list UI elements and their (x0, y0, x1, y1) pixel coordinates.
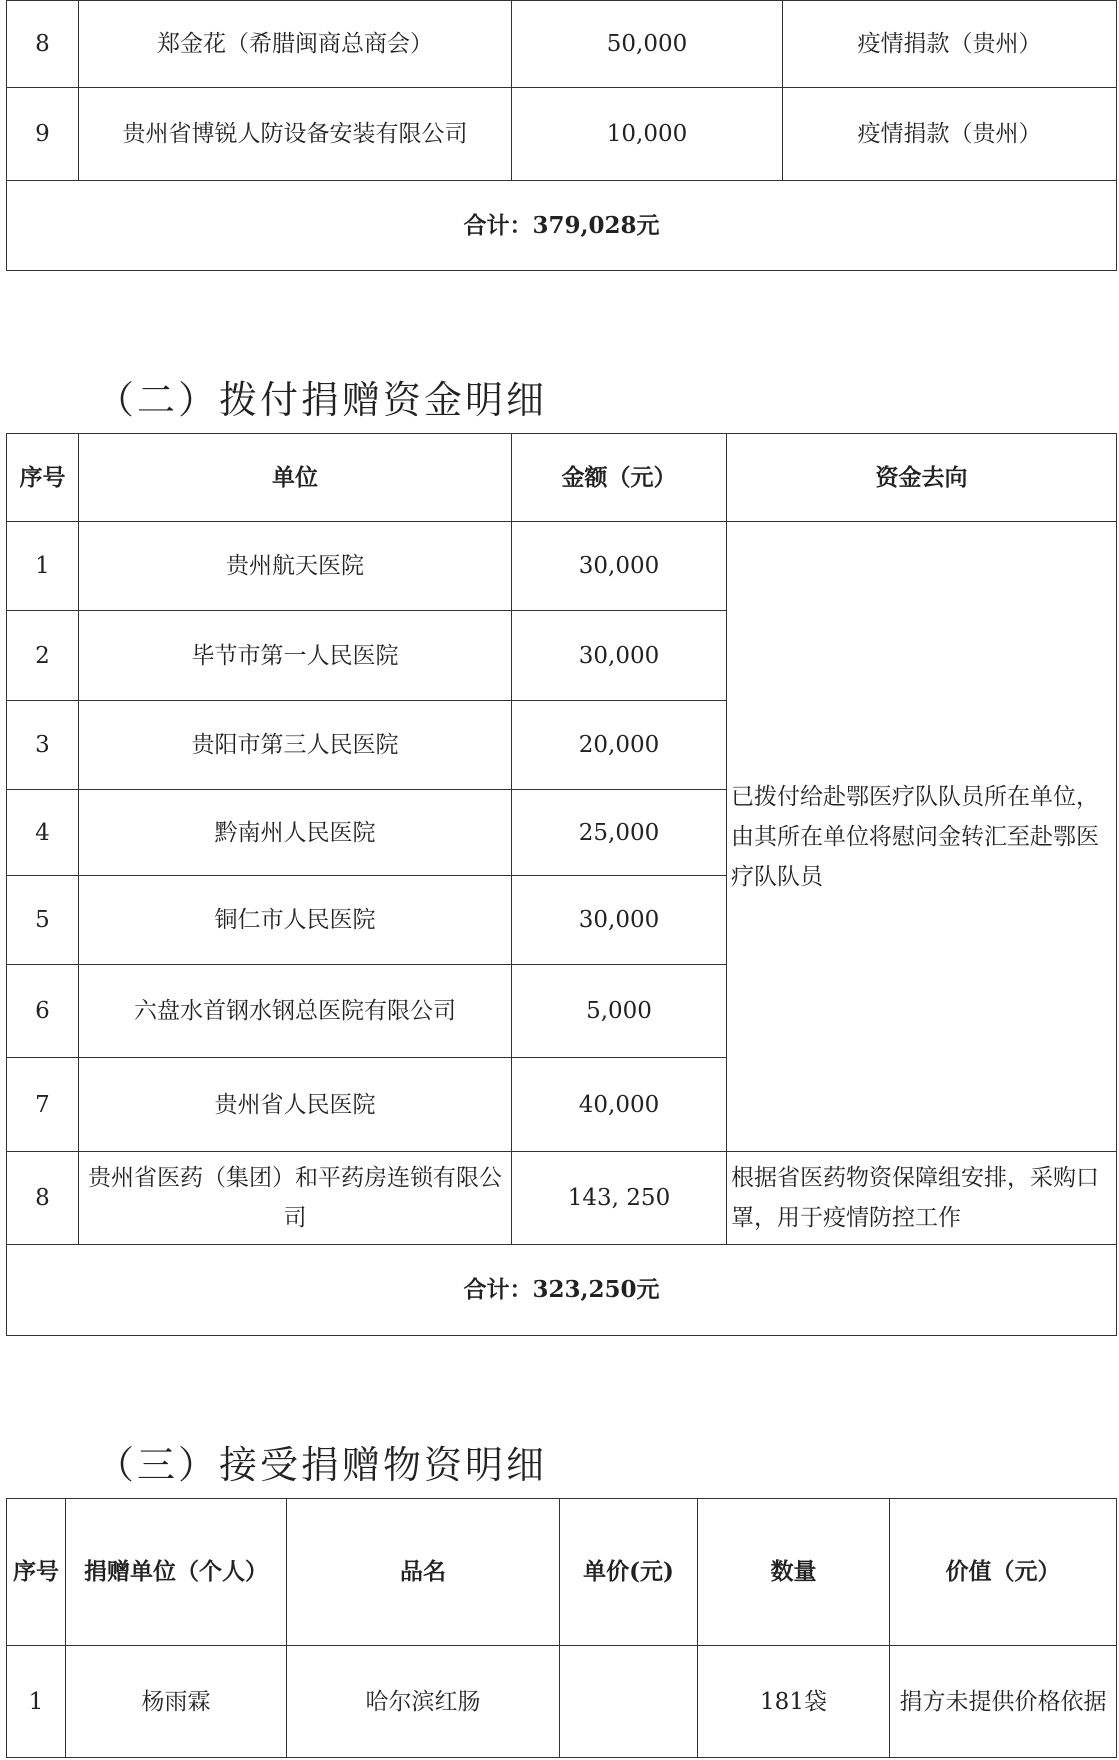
row-number: 1 (7, 1646, 66, 1758)
header-destination: 资金去向 (727, 434, 1117, 522)
donation-amount: 10,000 (512, 88, 783, 181)
item-name: 哈尔滨红肠 (287, 1646, 560, 1758)
disbursed-amount: 30,000 (512, 522, 727, 611)
row-number: 3 (7, 701, 79, 790)
donor-unit: 贵州省博锐人防设备安装有限公司 (79, 88, 512, 181)
row-number: 5 (7, 876, 79, 965)
fund-destination: 根据省医药物资保障组安排，采购口罩，用于疫情防控工作 (727, 1152, 1117, 1245)
total-row (7, 1245, 1117, 1336)
disbursed-amount: 30,000 (512, 611, 727, 701)
unit-price (560, 1646, 698, 1758)
donor-unit: 郑金花（希腊闽商总商会） (79, 1, 512, 88)
section-title-goods: （三）接受捐赠物资明细 (96, 1443, 548, 1487)
total-amount: 合计：323,250元 (7, 1245, 1117, 1336)
header-quantity: 数量 (698, 1499, 890, 1646)
disbursed-amount: 20,000 (512, 701, 727, 790)
header-item: 品名 (287, 1499, 560, 1646)
donation-income-table (6, 0, 1117, 271)
header-unit: 单位 (79, 434, 512, 522)
total-amount: 合计：379,028元 (7, 181, 1117, 271)
disbursed-amount: 25,000 (512, 790, 727, 876)
recipient-unit: 铜仁市人民医院 (79, 876, 512, 965)
header-donor: 捐赠单位（个人） (66, 1499, 287, 1646)
donation-amount: 50,000 (512, 1, 783, 88)
header-no: 序号 (7, 1499, 66, 1646)
row-number: 9 (7, 88, 79, 181)
total-row (7, 181, 1117, 271)
disbursed-amount: 5,000 (512, 965, 727, 1058)
disbursed-amount: 143, 250 (512, 1152, 727, 1245)
item-quantity: 181袋 (698, 1646, 890, 1758)
donor-name: 杨雨霖 (66, 1646, 287, 1758)
disbursed-amount: 40,000 (512, 1058, 727, 1152)
header-row (7, 1499, 1117, 1646)
row-number: 6 (7, 965, 79, 1058)
table-row (7, 1646, 1117, 1758)
recipient-unit: 贵州航天医院 (79, 522, 512, 611)
item-value: 捐方未提供价格依据 (890, 1646, 1117, 1758)
recipient-unit: 毕节市第一人民医院 (79, 611, 512, 701)
row-number: 7 (7, 1058, 79, 1152)
header-value: 价值（元） (890, 1499, 1117, 1646)
row-number: 1 (7, 522, 79, 611)
recipient-unit: 六盘水首钢水钢总医院有限公司 (79, 965, 512, 1058)
disbursement-table (6, 433, 1117, 1336)
header-row (7, 434, 1117, 522)
table-row (7, 522, 1117, 611)
row-number: 4 (7, 790, 79, 876)
donation-purpose: 疫情捐款（贵州） (783, 1, 1117, 88)
section-title-disbursement: （二）拨付捐赠资金明细 (96, 378, 548, 422)
recipient-unit: 贵州省人民医院 (79, 1058, 512, 1152)
row-number: 2 (7, 611, 79, 701)
recipient-unit: 贵州省医药（集团）和平药房连锁有限公司 (79, 1152, 512, 1245)
row-number: 8 (7, 1152, 79, 1245)
fund-destination: 已拨付给赴鄂医疗队队员所在单位，由其所在单位将慰问金转汇至赴鄂医疗队队员 (727, 522, 1117, 1152)
donated-goods-table (6, 1498, 1117, 1758)
row-number: 8 (7, 1, 79, 88)
table-row (7, 1, 1117, 88)
recipient-unit: 贵阳市第三人民医院 (79, 701, 512, 790)
header-amount: 金额（元） (512, 434, 727, 522)
donation-purpose: 疫情捐款（贵州） (783, 88, 1117, 181)
recipient-unit: 黔南州人民医院 (79, 790, 512, 876)
disbursed-amount: 30,000 (512, 876, 727, 965)
table-row (7, 88, 1117, 181)
header-unit-price: 单价(元) (560, 1499, 698, 1646)
header-no: 序号 (7, 434, 79, 522)
table-row (7, 1152, 1117, 1245)
